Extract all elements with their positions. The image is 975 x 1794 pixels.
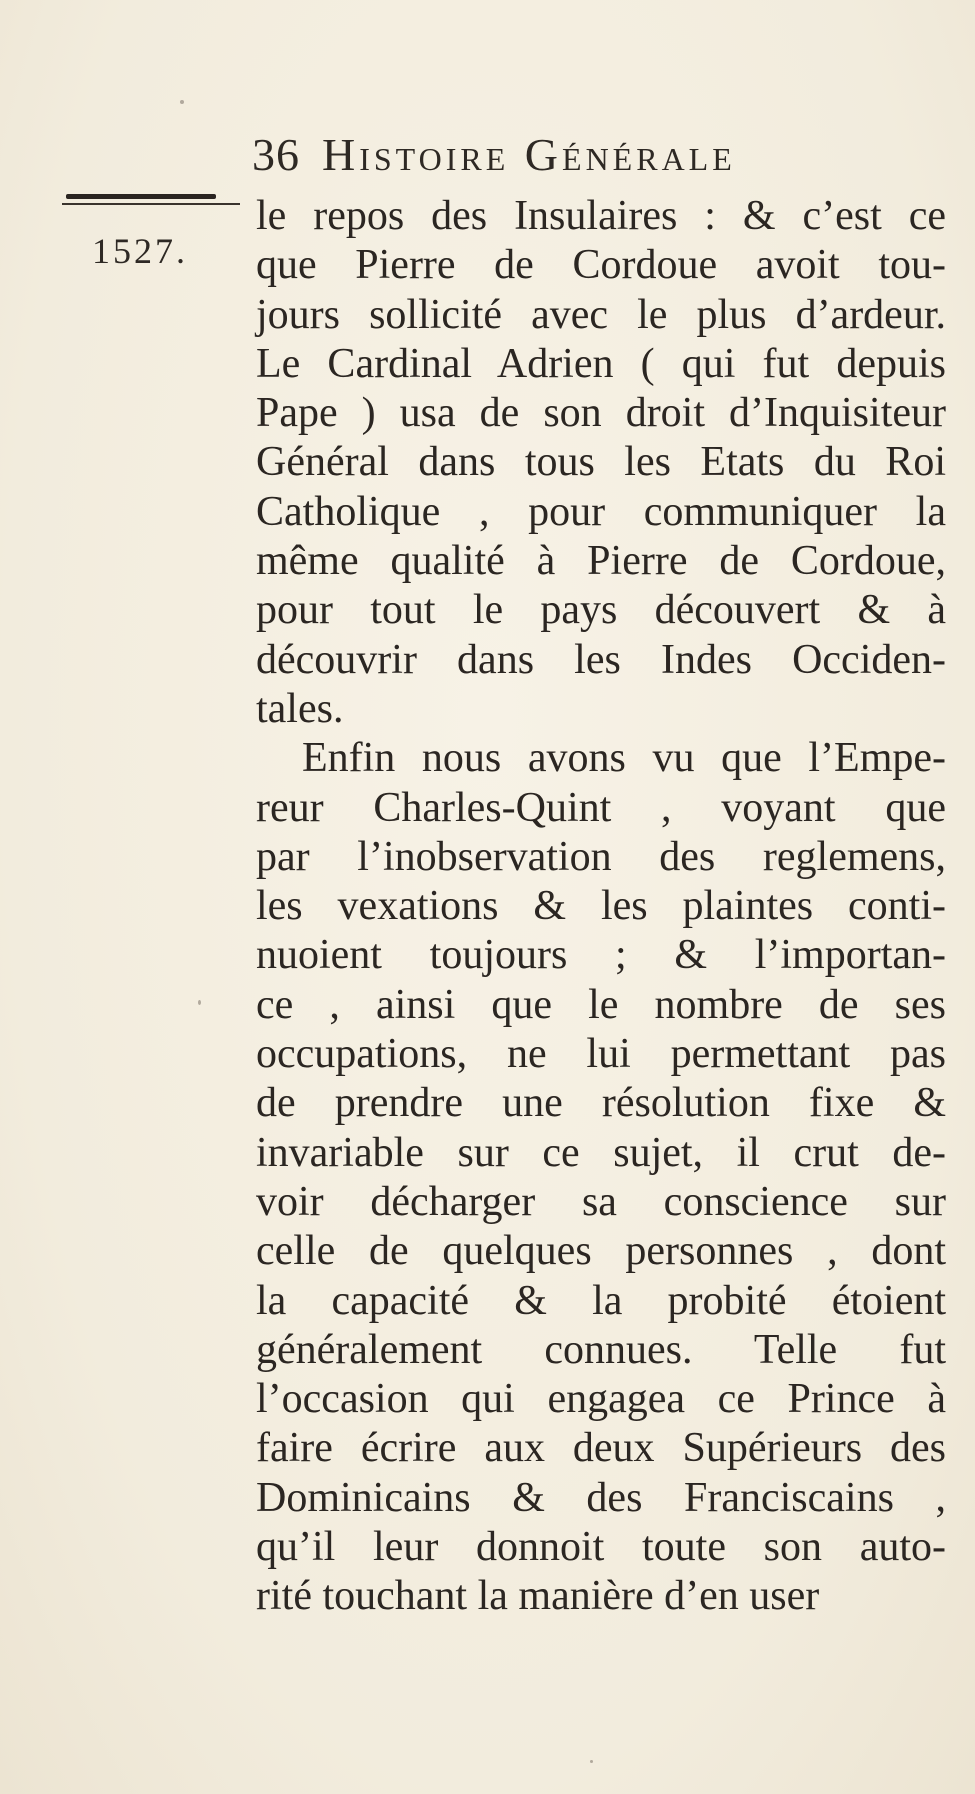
text-line: reur Charles-Quint , voyant que <box>256 784 946 831</box>
text-line: l’occasion qui engagea ce Prince à <box>256 1376 946 1423</box>
text-line: par l’inobservation des reglemens, <box>256 833 946 880</box>
text-line: celle de quelques personnes , dont <box>256 1228 946 1275</box>
text-line: Pape ) usa de son droit d’Inquisiteur <box>256 390 946 437</box>
text-line: même qualité à Pierre de Cordoue, <box>256 538 946 585</box>
text-line: ce , ainsi que le nombre de ses <box>256 981 946 1028</box>
text-line: Catholique , pour communiquer la <box>256 488 946 535</box>
text-line: voir décharger sa conscience sur <box>256 1178 946 1225</box>
text-line: faire écrire aux deux Supérieurs des <box>256 1425 946 1472</box>
paper-speck <box>198 1000 201 1005</box>
body-text <box>256 192 946 1622</box>
text-line: de prendre une résolution fixe & <box>256 1080 946 1127</box>
paper-speck <box>180 100 184 104</box>
text-line: tales. <box>256 685 344 732</box>
ornament-thick-bar <box>66 194 216 199</box>
margin-ornament-rule <box>62 194 240 208</box>
text-line: Dominicains & des Franciscains , <box>256 1474 946 1521</box>
text-line: Le Cardinal Adrien ( qui fut depuis <box>256 340 946 387</box>
text-line: que Pierre de Cordoue avoit tou- <box>256 242 946 289</box>
marginal-year: 1527. <box>92 231 188 271</box>
text-line: jours sollicité avec le plus d’ardeur. <box>256 291 946 338</box>
text-line: rité touchant la manière d’en user <box>256 1573 820 1620</box>
text-line: Général dans tous les Etats du Roi <box>256 439 946 486</box>
text-line: nuoient toujours ; & l’importan- <box>256 932 946 979</box>
text-line: Enfin nous avons vu que l’Empe- <box>302 735 946 782</box>
text-line: généralement connues. Telle fut <box>256 1326 946 1373</box>
page-number: 36 <box>252 129 300 180</box>
text-line: invariable sur ce sujet, il crut de- <box>256 1129 946 1176</box>
text-line: la capacité & la probité étoient <box>256 1277 946 1324</box>
text-line: le repos des Insulaires : & c’est ce <box>256 193 946 239</box>
running-head <box>252 128 736 181</box>
text-line: pour tout le pays découvert & à <box>256 587 946 634</box>
text-line: qu’il leur donnoit toute son auto- <box>256 1524 946 1571</box>
text-line: découvrir dans les Indes Occiden- <box>256 636 946 683</box>
text-line: occupations, ne lui permettant pas <box>256 1031 946 1078</box>
paper-speck <box>590 1760 593 1763</box>
text-line: les vexations & les plaintes conti- <box>256 883 946 930</box>
ornament-thin-line <box>62 203 240 205</box>
running-title: Histoire Générale <box>322 129 736 180</box>
